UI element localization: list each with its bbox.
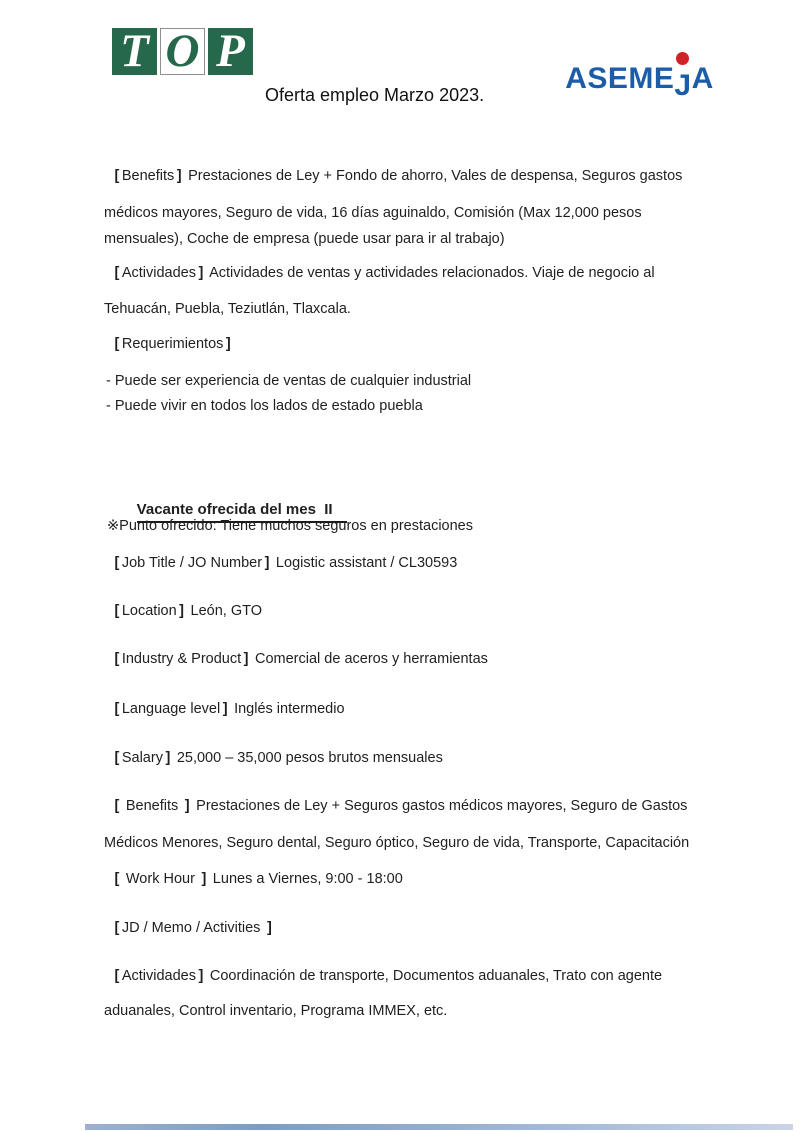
asemeja-logo-text-post: A	[691, 62, 714, 95]
footer-accent-bar	[85, 1124, 793, 1130]
jd-memo-activities-label: [ JD / Memo / Activities ]	[114, 920, 272, 936]
top-logo-letter-t: T	[120, 25, 149, 77]
work-hour-line: [ Work Hour ] Lunes a Viernes, 9:00 - 18:00	[114, 871, 403, 887]
actividades1-line-1: [ Actividades ] Actividades de ventas y actividades relacionados. Viaje de negocio al	[114, 265, 655, 281]
top-logo-tile-p	[208, 25, 253, 77]
benefits2-line-1: [ Benefits ] Prestaciones de Ley + Seguros gastos médicos mayores, Seguro de Gastos	[114, 798, 688, 814]
actividades1-line-2: Tehuacán, Puebla, Teziutlán, Tlaxcala.	[104, 301, 351, 317]
top-logo-tile-t	[112, 25, 157, 77]
top-logo-tile-o	[160, 25, 205, 77]
benefits1-line-2: médicos mayores, Seguro de vida, 16 días aguinaldo, Comisión (Max 12,000 pesos	[104, 205, 642, 221]
asemeja-logo-text-pre: ASEME	[565, 62, 675, 95]
top-logo-letter-o: O	[165, 25, 200, 77]
requerimientos-label: [ Requerimientos ]	[114, 336, 231, 352]
asemeja-red-dot-icon	[676, 52, 689, 65]
language-level-line: [ Language level ] Inglés intermedio	[114, 701, 345, 717]
location-line: [ Location ] León, GTO	[114, 603, 263, 619]
asemeja-logo	[531, 34, 714, 124]
salary-line: [ Salary ] 25,000 – 35,000 pesos brutos mensuales	[114, 750, 443, 766]
top-logo	[112, 25, 253, 77]
top-logo-letter-p: P	[216, 25, 245, 77]
benefits2-line-2: Médicos Menores, Seguro dental, Seguro óptico, Seguro de vida, Transporte, Capacitación	[104, 835, 690, 851]
document-title: Oferta empleo Marzo 2023.	[265, 85, 485, 105]
benefits1-line-1: [ Benefits ] Prestaciones de Ley + Fondo de ahorro, Vales de despensa, Seguros gastos	[114, 168, 683, 184]
vacancy-section-heading-text: Vacante ofrecida del mes II	[137, 500, 347, 523]
actividades2-line-1: [ Actividades ] Coordinación de transporte, Documentos aduanales, Trato con agente	[114, 968, 663, 984]
industry-product-line: [ Industry & Product ] Comercial de aceros y herramientas	[114, 651, 488, 667]
offered-point-note: ※Punto ofrecido: Tiene muchos seguros en prestaciones	[107, 518, 473, 534]
requirement-item-2: - Puede vivir en todos los lados de estado puebla	[106, 398, 423, 414]
asemeja-logo-j	[674, 64, 692, 102]
actividades2-line-2: aduanales, Control inventario, Programa IMMEX, etc.	[104, 1003, 448, 1019]
requirement-item-1: - Puede ser experiencia de ventas de cualquier industrial	[106, 373, 472, 389]
benefits1-line-3: mensuales), Coche de empresa (puede usar para ir al trabajo)	[104, 231, 505, 247]
job-title-line: [ Job Title / JO Number ] Logistic assistant / CL30593	[114, 555, 458, 571]
asemeja-logo-j-letter: J	[674, 69, 692, 102]
